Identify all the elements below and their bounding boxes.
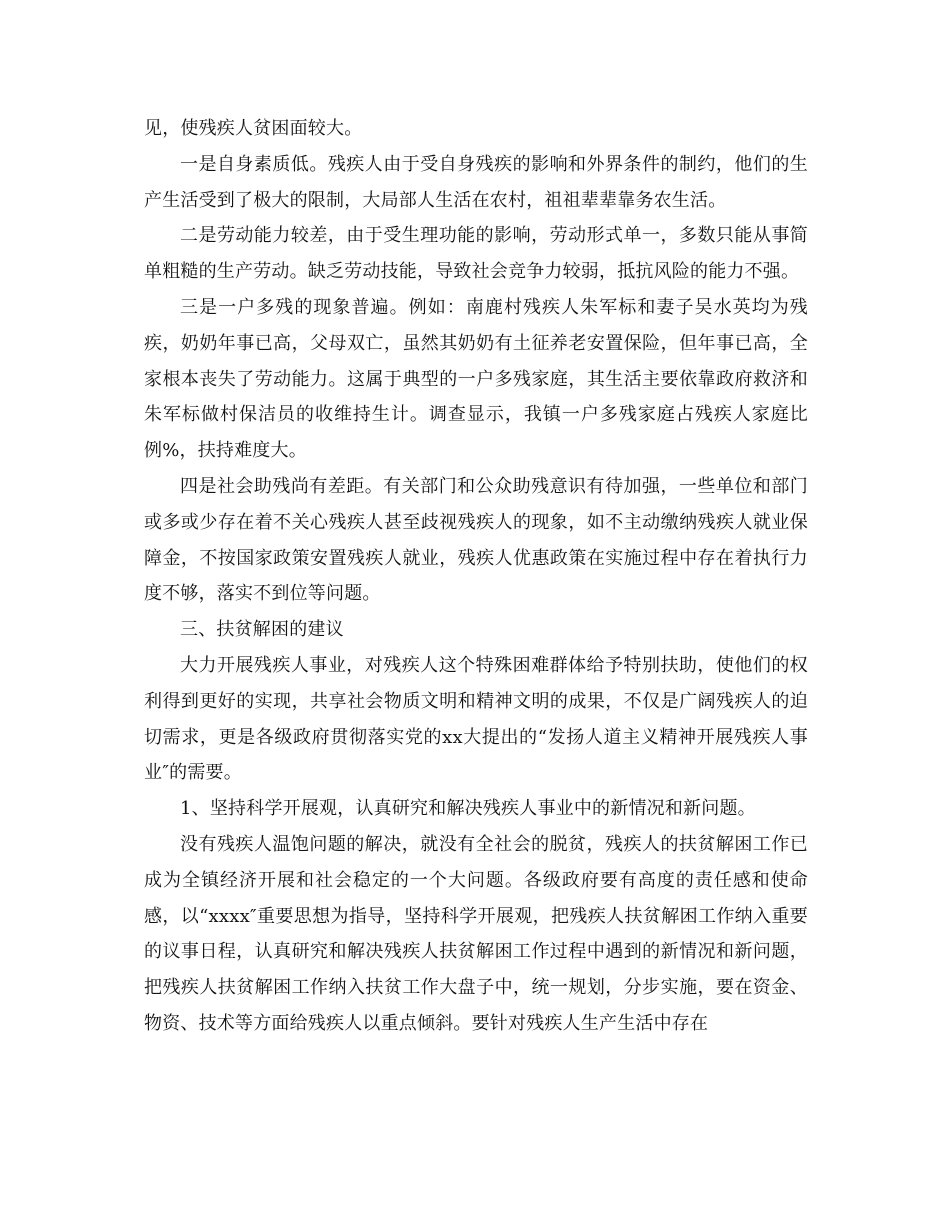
paragraph-continuation: 见，使残疾人贫困面较大。 bbox=[144, 118, 363, 139]
section-heading-suggestions: 三、扶贫解困的建议 bbox=[180, 619, 344, 641]
document-body bbox=[144, 111, 808, 1042]
paragraph-develop-disability-cause: 大力开展残疾人事业，对残疾人这个特殊困难群体给予特别扶助，使他们的权利得到更好的实现，共享社会物质文明和精神文明的成果，不仅是广阔残疾人的迫切需求，更是各级政府贯彻落实党的xx大提出的“发扬人道主义精神开展残疾人事业″的需要。 bbox=[144, 654, 808, 784]
subheading-scientific-development: 1、坚持科学开展观，认真研究和解决残疾人事业中的新情况和新问题。 bbox=[180, 798, 756, 820]
paragraph-poor-labor-ability: 二是劳动能力较差，由于受生理功能的影响，劳动形式单一，多数只能从事简单粗糙的生产劳动。缺乏劳动技能，导致社会竞争力较弱，抵抗风险的能力不强。 bbox=[144, 225, 808, 283]
paragraph-low-quality: 一是自身素质低。残疾人由于受自身残疾的影响和外界条件的制约，他们的生产生活受到了极大的限制，大局部人生活在农村，祖祖辈辈靠务农生活。 bbox=[144, 153, 808, 211]
paragraph-social-support-gap: 四是社会助残尚有差距。有关部门和公众助残意识有待加强，一些单位和部门或多或少存在着不关心残疾人甚至歧视残疾人的现象，如不主动缴纳残疾人就业保障金，不按国家政策安置残疾人就业，残疾人优惠政策在实施过程中存在着执行力度不够，落实不到位等问题。 bbox=[144, 475, 808, 605]
paragraph-multi-disabled-household: 三是一户多残的现象普遍。例如：南鹿村残疾人朱军标和妻子吴水英均为残疾，奶奶年事已高，父母双亡，虽然其奶奶有土征养老安置保险，但年事已高，全家根本丧失了劳动能力。这属于典型的一户多残家庭，其生活主要依靠政府救济和朱军标做村保洁员的收维持生计。调查显示，我镇一户多残家庭占残疾人家庭比例%，扶持难度大。 bbox=[144, 296, 808, 462]
paragraph-poverty-relief-work: 没有残疾人温饱问题的解决，就没有全社会的脱贫，残疾人的扶贫解困工作已成为全镇经济开展和社会稳定的一个大问题。各级政府要有高度的责任感和使命感，以“xxxx″重要思想为指导，坚持科学开展观，把残疾人扶贫解困工作纳入重要的议事日程，认真研究和解决残疾人扶贫解困工作过程中遇到的新情况和新问题，把残疾人扶贫解困工作纳入扶贫工作大盘子中，统一规划，分步实施，要在资金、物资、技术等方面给残疾人以重点倾斜。要针对残疾人生产生活中存在 bbox=[144, 833, 808, 1034]
